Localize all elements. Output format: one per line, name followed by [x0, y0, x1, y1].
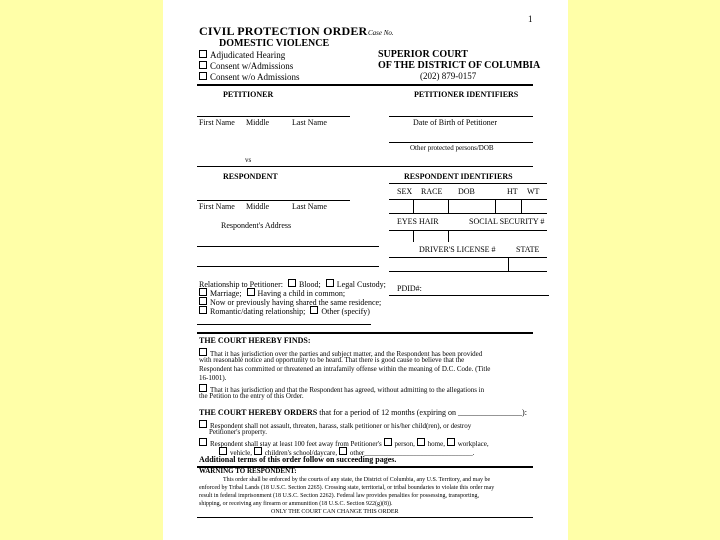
other-protected-line[interactable] — [389, 142, 533, 143]
other-protected-label: Other protected persons/DOB — [410, 144, 494, 152]
relationship-line2: Marriage; Having a child in common; — [199, 288, 345, 298]
option-adjudicated-hearing[interactable]: Adjudicated Hearing — [199, 50, 285, 60]
checkbox-icon[interactable] — [199, 61, 207, 69]
finding-item-2: That it has jurisdiction and that the Respondent has agreed, without admitting to the allegations in — [199, 384, 484, 394]
petitioner-middle-label: Middle — [246, 118, 270, 127]
respondent-id-row1-bottom[interactable] — [389, 213, 547, 214]
respondent-last-name-label: Last Name — [292, 202, 327, 211]
respondent-name-line[interactable] — [197, 200, 350, 201]
case-number-label: Case No. — [368, 29, 394, 37]
checkbox-icon[interactable] — [199, 384, 207, 392]
checkbox-icon[interactable] — [199, 348, 207, 356]
checkbox-icon[interactable] — [199, 50, 207, 58]
checkbox-icon[interactable] — [447, 438, 455, 446]
relationship-other-line[interactable] — [197, 324, 371, 325]
checkbox-icon[interactable] — [199, 72, 207, 80]
checkbox-icon[interactable] — [288, 279, 296, 287]
id-cell-divider — [413, 230, 414, 242]
checkbox-icon[interactable] — [326, 279, 334, 287]
form-title: CIVIL PROTECTION ORDER — [199, 24, 368, 38]
respondent-weight-label: WT — [527, 187, 540, 196]
respondent-sex-label: SEX — [397, 187, 413, 196]
petitioner-last-name-label: Last Name — [292, 118, 327, 127]
respondent-address-line[interactable] — [197, 266, 379, 267]
option-consent-without-admissions[interactable]: Consent w/o Admissions — [199, 72, 300, 82]
warning-line-2: enforced by Tribal Lands (18 U.S.C. Section 2265). Crossing state, territorial, or tribal boundaries to violate this order may — [199, 485, 495, 491]
petitioner-name-line[interactable] — [197, 116, 350, 117]
id-cell-divider — [448, 199, 449, 213]
petitioner-identifiers-heading: PETITIONER IDENTIFIERS — [414, 90, 519, 99]
warning-line-1: This order shall be enforced by the courts of any state, the District of Columbia, any U.S. Territory, and may be — [223, 477, 491, 483]
checkbox-icon[interactable] — [254, 447, 262, 455]
petitioner-heading: PETITIONER — [223, 90, 274, 99]
relationship-line1: Relationship to Petitioner: Blood; Legal Custody; — [199, 280, 386, 289]
finding-item-1-line4: 16-1001). — [199, 374, 227, 382]
respondent-license-label: DRIVER'S LICENSE # — [419, 245, 496, 254]
checkbox-icon[interactable] — [247, 288, 255, 296]
finding-item-2-line2: the Petition to the entry of this Order. — [199, 392, 304, 400]
finding-item-1-line2: with reasonable notice and opportunity to be heard. That there is good cause to believe that the — [199, 356, 465, 364]
petitioner-first-name-label: First Name — [199, 118, 235, 127]
respondent-race-label: RACE — [421, 187, 443, 196]
court-name-line1: SUPERIOR COURT — [378, 49, 468, 60]
order-item-1: Respondent shall not assault, threaten, harass, stalk petitioner or his/her child(ren), or destroy — [199, 420, 471, 430]
id-cell-divider — [413, 199, 414, 213]
respondent-ssn-label: SOCIAL SECURITY # — [469, 217, 545, 226]
warning-heading: WARNING TO RESPONDENT: — [199, 467, 297, 475]
court-name-line2: OF THE DISTRICT OF COLUMBIA — [378, 60, 541, 71]
respondent-height-label: HT — [507, 187, 518, 196]
respondent-middle-label: Middle — [246, 202, 270, 211]
respondent-state-label: STATE — [516, 245, 540, 254]
respondent-address-line[interactable] — [197, 246, 379, 247]
option-consent-with-admissions[interactable]: Consent w/Admissions — [199, 61, 293, 71]
warning-line-4: shipping, or receiving any firearm or ammunition (18 U.S.C. Section 922(g)(8)). — [199, 501, 393, 507]
respondent-id-row3-bottom[interactable] — [389, 271, 547, 272]
respondent-id-table-top — [389, 183, 547, 184]
id-cell-divider — [508, 257, 509, 271]
respondent-eyes-label: EYES — [397, 217, 417, 226]
header-divider — [197, 84, 533, 86]
respondent-first-name-label: First Name — [199, 202, 235, 211]
checkbox-icon[interactable] — [384, 438, 392, 446]
relationship-line3: Now or previously having shared the same residence; — [199, 297, 381, 307]
respondent-dob-label: DOB — [458, 187, 475, 196]
checkbox-icon[interactable] — [339, 447, 347, 455]
order-item-2: Respondent shall stay at least 100 feet away from Petitioner's person, home, workplace, — [199, 438, 489, 448]
finding-item-1-line3: Respondent has committed or threatened an intrafamily offense within the meaning of D.C. Code. (Title — [199, 365, 491, 373]
checkbox-icon[interactable] — [199, 297, 207, 305]
petitioner-dob-label: Date of Birth of Petitioner — [413, 118, 497, 127]
findings-heading: THE COURT HEREBY FINDS: — [199, 336, 311, 345]
id-cell-divider — [521, 199, 522, 213]
id-cell-divider — [448, 230, 449, 242]
respondent-pdid-label: PDID#: — [397, 284, 422, 293]
respondent-identifiers-heading: RESPONDENT IDENTIFIERS — [404, 172, 513, 181]
checkbox-icon[interactable] — [199, 288, 207, 296]
form-subtitle: DOMESTIC VIOLENCE — [219, 38, 330, 49]
respondent-hair-label: HAIR — [419, 217, 439, 226]
findings-divider — [197, 332, 533, 334]
page-bottom-rule — [197, 517, 533, 518]
checkbox-icon[interactable] — [219, 447, 227, 455]
relationship-line4: Romantic/dating relationship; Other (specify) — [199, 306, 370, 316]
checkbox-icon[interactable] — [199, 438, 207, 446]
respondent-heading: RESPONDENT — [223, 172, 278, 181]
versus-label: vs — [245, 156, 252, 164]
checkbox-icon[interactable] — [310, 306, 318, 314]
petitioner-dob-line[interactable] — [389, 116, 533, 117]
additional-terms-note: Additional terms of this order follow on succeeding pages. — [199, 455, 397, 464]
page-number: 1 — [528, 14, 533, 24]
respondent-pdid-line[interactable] — [389, 295, 549, 296]
checkbox-icon[interactable] — [417, 438, 425, 446]
court-phone: (202) 879-0157 — [420, 71, 477, 81]
order-item-1-line2: Petitioner's property. — [209, 428, 267, 436]
checkbox-icon[interactable] — [199, 306, 207, 314]
finding-item-1: That it has jurisdiction over the parties and subject matter, and the Respondent has been provided — [199, 348, 482, 358]
respondent-divider — [197, 166, 533, 167]
id-cell-divider — [495, 199, 496, 213]
respondent-id-row3-line[interactable] — [389, 257, 547, 258]
warning-line-3: result in federal imprisonment (18 U.S.C. Section 2262). Federal law provides penalties for possessing, transporting, — [199, 493, 479, 499]
document-page — [163, 0, 568, 540]
order-item-2-line2: vehicle, children's school/daycare, other_______________________________. — [219, 447, 475, 457]
checkbox-icon[interactable] — [199, 420, 207, 428]
orders-heading: THE COURT HEREBY ORDERS that for a period of 12 months (expiring on ________________): — [199, 408, 527, 417]
respondent-address-label: Respondent's Address — [221, 221, 292, 230]
warning-footer: ONLY THE COURT CAN CHANGE THIS ORDER — [271, 509, 399, 515]
